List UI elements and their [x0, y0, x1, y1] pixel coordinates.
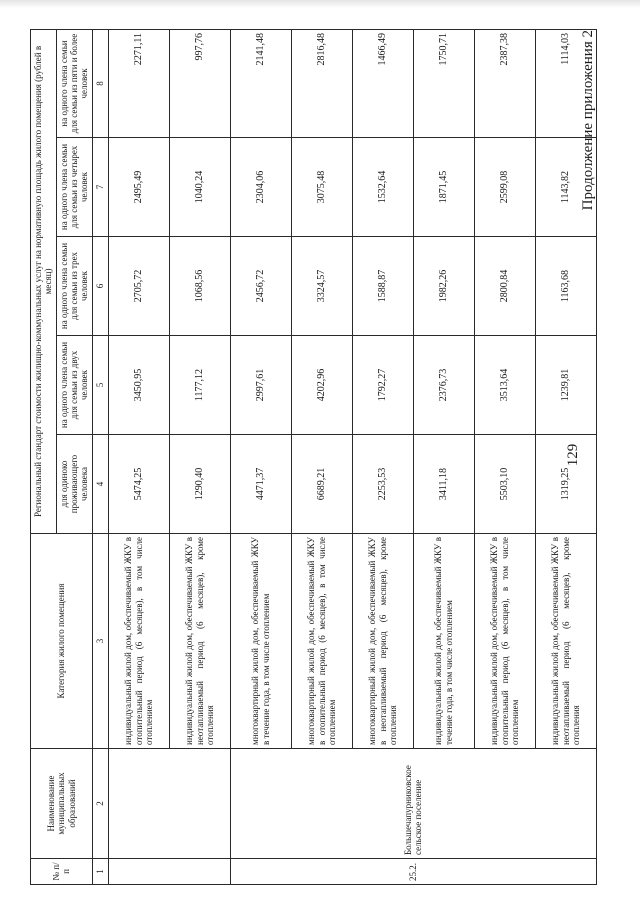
rotated-page: [20, 20, 620, 885]
value-cell: 2304,06: [230, 138, 291, 237]
header-no: № п/п: [31, 859, 93, 885]
value-cell: 1068,56: [169, 237, 230, 336]
value-cell: 2997,61: [230, 336, 291, 435]
column-index: 8: [92, 29, 108, 137]
value-cell: 1290,40: [169, 435, 230, 534]
value-cell: 2816,48: [291, 29, 352, 137]
value-cell: 2456,72: [230, 237, 291, 336]
cost-standard-table: [30, 29, 597, 885]
value-cell: 2376,73: [413, 336, 474, 435]
category-cell: индивидуальный жилой дом, обеспечиваемый ЖКУ в неотапливаемый период (6 месяцев), кроме отопления: [169, 534, 230, 749]
value-cell: 3324,57: [291, 237, 352, 336]
value-cell: 6689,21: [291, 435, 352, 534]
column-index: 3: [92, 534, 108, 749]
value-cell: 5503,10: [474, 435, 535, 534]
value-cell: 1319,25: [535, 435, 596, 534]
column-index: 7: [92, 138, 108, 237]
value-cell: 3513,64: [474, 336, 535, 435]
value-cell: 1588,87: [352, 237, 413, 336]
value-cell: 1466,49: [352, 29, 413, 137]
header-municipality: Наименование муниципальных образований: [31, 749, 93, 859]
value-cell: 1982,26: [413, 237, 474, 336]
value-cell: 2253,53: [352, 435, 413, 534]
municipality-cell: [108, 749, 230, 859]
header-family-4: на одного члена семьи для семьи из четырех человек: [56, 138, 92, 237]
value-cell: 997,76: [169, 29, 230, 137]
value-cell: 4202,96: [291, 336, 352, 435]
value-cell: 2387,38: [474, 29, 535, 137]
value-cell: 2141,48: [230, 29, 291, 137]
category-cell: многоквартирный жилой дом, обеспечиваемый ЖКУ в неотапливаемый период (6 месяцев), кроме отопления: [352, 534, 413, 749]
header-standard-title: Региональный стандарт стоимости жилищно-коммунальных услуг на нормативную площадь жилого помещения (рублей в месяц): [31, 29, 57, 533]
category-cell: индивидуальный жилой дом, обеспечиваемый ЖКУ в неотапливаемый период (6 месяцев), кроме отопления: [535, 534, 596, 749]
header-family-3: на одного члена семьи для семьи из трех человек: [56, 237, 92, 336]
value-cell: 4471,37: [230, 435, 291, 534]
value-cell: 2495,49: [108, 138, 169, 237]
category-cell: индивидуальный жилой дом, обеспечиваемый ЖКУ в отопительный период (6 месяцев), в том числе отоплением: [108, 534, 169, 749]
column-index: 1: [92, 859, 108, 885]
value-cell: 1792,27: [352, 336, 413, 435]
value-cell: 3450,95: [108, 336, 169, 435]
category-cell: многоквартирный жилой дом, обеспечиваемый ЖКУ в течение года, в том числе отоплением: [230, 534, 291, 749]
category-cell: индивидуальный жилой дом, обеспечиваемый ЖКУ в течение года, в том числе отоплением: [413, 534, 474, 749]
value-cell: 1750,71: [413, 29, 474, 137]
header-category: Категория жилого помещения: [31, 534, 93, 749]
value-cell: 1143,82: [535, 138, 596, 237]
row-number-cell: [108, 859, 230, 885]
value-cell: 2271,11: [108, 29, 169, 137]
page-number: 129: [565, 443, 581, 467]
value-cell: 1163,68: [535, 237, 596, 336]
value-cell: 1177,12: [169, 336, 230, 435]
value-cell: 1871,45: [413, 138, 474, 237]
value-cell: 3411,18: [413, 435, 474, 534]
header-row-1: [31, 29, 57, 884]
header-single: для одиноко проживающего человека: [56, 435, 92, 534]
column-index: 6: [92, 237, 108, 336]
value-cell: 3075,48: [291, 138, 352, 237]
category-cell: многоквартирный жилой дом, обеспечиваемый ЖКУ в отопительный период (6 месяцев), в том числе отоплением: [291, 534, 352, 749]
value-cell: 2599,08: [474, 138, 535, 237]
table-body: [108, 29, 596, 884]
column-index: 4: [92, 435, 108, 534]
value-cell: 1040,24: [169, 138, 230, 237]
row-number-cell: 25.2.: [230, 859, 596, 885]
category-cell: индивидуальный жилой дом, обеспечиваемый ЖКУ в отопительный период (6 месяцев), в том числе отоплением: [474, 534, 535, 749]
table-row: [230, 29, 291, 884]
column-index: 5: [92, 336, 108, 435]
value-cell: 5474,25: [108, 435, 169, 534]
value-cell: 1114,03: [535, 29, 596, 137]
column-index: 2: [92, 749, 108, 859]
header-family-5-plus: на одного члена семьи для семьи из пяти и более человек: [56, 29, 92, 137]
value-cell: 2800,84: [474, 237, 535, 336]
value-cell: 1532,64: [352, 138, 413, 237]
value-cell: 1239,81: [535, 336, 596, 435]
municipality-cell: Большечапурниковское сельское поселение: [230, 749, 596, 859]
table-row: [108, 29, 169, 884]
header-family-2: на одного члена семьи для семьи из двух человек: [56, 336, 92, 435]
appendix-label: Продолжение приложения 2: [580, 30, 596, 211]
value-cell: 2705,72: [108, 237, 169, 336]
scan-edge: [0, 0, 640, 8]
column-index-row: [92, 29, 108, 884]
